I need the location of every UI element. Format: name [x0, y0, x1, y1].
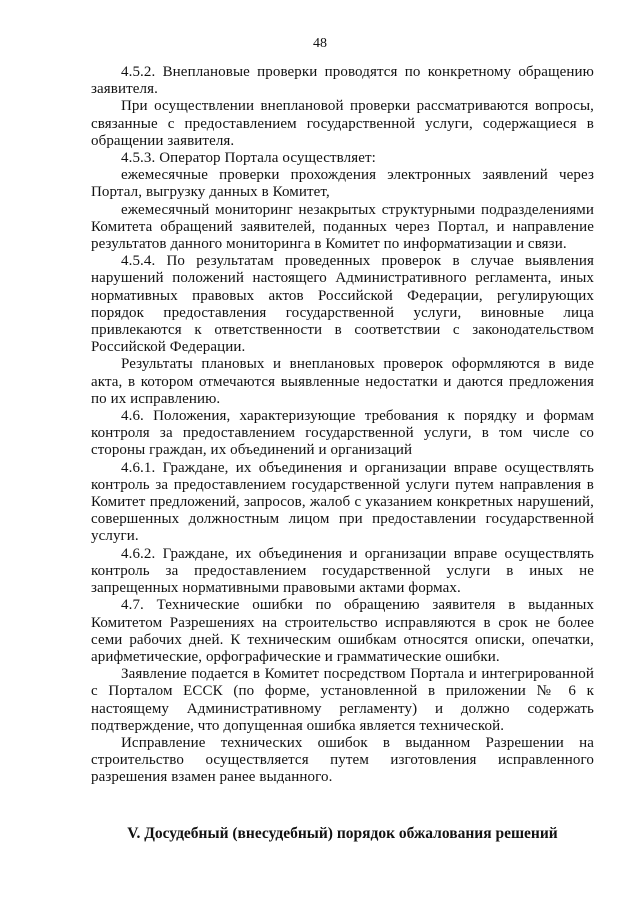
paragraph-application-submission: Заявление подается в Комитет посредством Портала и интегрированной с Порталом ЕССК (по форме, установленной в приложении № 6 к настоящему Административному регламенту) и должно содержать подтверждение, что допущенная ошибка является технической.	[91, 666, 594, 734]
document-body	[91, 64, 594, 787]
paragraph-4-6-1: 4.6.1. Граждане, их объединения и организации вправе осуществлять контроль за предоставлением государственной услуги путем направления в Комитет предложений, запросов, жалоб с указанием конкретных нарушений, совершенных должностным лицом при предоставлении государственной услуги.	[91, 459, 594, 545]
paragraph-4-5-3: 4.5.3. Оператор Портала осуществляет:	[121, 150, 376, 167]
paragraph-4-6: 4.6. Положения, характеризующие требования к порядку и формам контроля за предоставлением государственной услуги, в том числе со стороны граждан, их объединений и организаций	[91, 408, 594, 459]
paragraph-monthly-monitoring: ежемесячный мониторинг незакрытых структурными подразделениями Комитета обращений заявителей, поданных через Портал, и направление результатов данного мониторинга в Комитет по информатизации и связи.	[91, 201, 594, 253]
paragraph-4-7: 4.7. Технические ошибки по обращению заявителя в выданных Комитетом Разрешениях на строительство исправляются в срок не более семи рабочих дней. К техническим ошибкам относятся описки, опечатки, арифметические, орфографические и грамматические ошибки.	[91, 597, 594, 665]
paragraph-error-correction: Исправление технических ошибок в выданном Разрешении на строительство осуществляется путем изготовления исправленного разрешения взамен ранее выданного.	[91, 734, 594, 786]
paragraph-4-5-4: 4.5.4. По результатам проведенных проверок в случае выявления нарушений положений настоящего Административного регламента, иных нормативных правовых актов Российской Федерации, регулирующих порядок предоставления государственной услуги, виновные лица привлекаются к ответственности в соответствии с законодательством Российской Федерации.	[91, 253, 594, 356]
page-number: 48	[313, 36, 327, 51]
paragraph-inspection-results: Результаты плановых и внеплановых проверок оформляются в виде акта, в котором отмечаются выявленные недостатки и даются предложения по их исправлению.	[91, 356, 594, 407]
paragraph-4-5-2: 4.5.2. Внеплановые проверки проводятся по конкретному обращению заявителя.	[91, 64, 594, 98]
paragraph-4-6-2: 4.6.2. Граждане, их объединения и организации вправе осуществлять контроль за предоставлением государственной услуги в иных не запрещенных нормативными правовыми актами формах.	[91, 545, 594, 597]
paragraph-monthly-checks: ежемесячные проверки прохождения электронных заявлений через Портал, выгрузку данных в Комитет,	[91, 167, 594, 201]
section-heading: V. Досудебный (внесудебный) порядок обжалования решений	[127, 825, 558, 842]
paragraph-unscheduled-inspection: При осуществлении внеплановой проверки рассматриваются вопросы, связанные с предоставлением государственной услуги, содержащиеся в обращении заявителя.	[91, 98, 594, 149]
